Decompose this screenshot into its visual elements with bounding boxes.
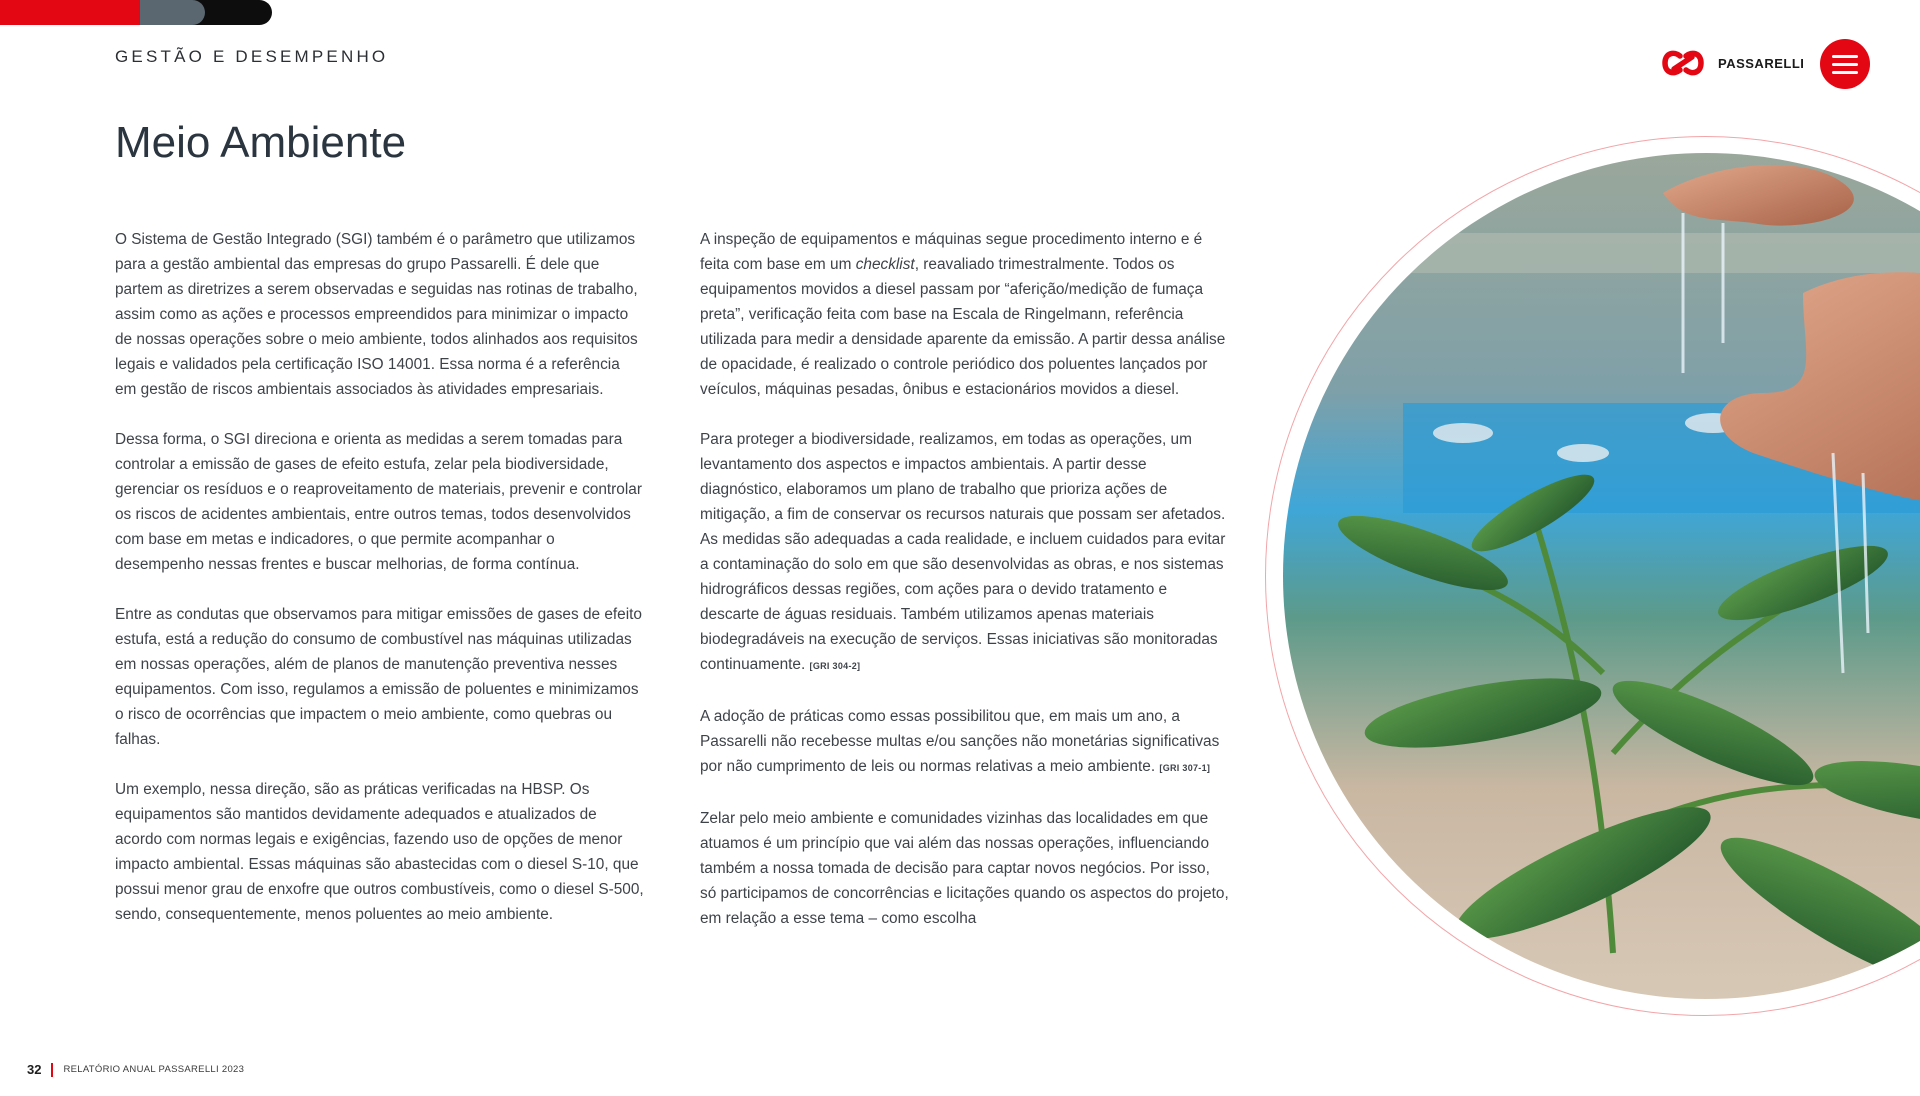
paragraph (700, 427, 1230, 679)
hamburger-menu-icon (1832, 63, 1858, 66)
paragraph: Zelar pelo meio ambiente e comunidades vizinhas das localidades em que atuamos é um princípio que vai além das nossas operações, influenciando também a nossa tomada de decisão para captar novos negócios. Por isso, só participamos de concorrências e licitações quando os aspectos do projeto, em relação a esse tema – como escolha (700, 810, 1229, 927)
hamburger-menu-icon (1832, 71, 1858, 74)
brand-logo[interactable] (1660, 47, 1804, 79)
paragraph: Dessa forma, o SGI direciona e orienta as medidas a serem tomadas para controlar a emissão de gases de efeito estufa, zelar pela biodiversidade, gerenciar os resíduos e o reaproveitamento de materiais, prevenir e controlar os riscos de acidentes ambientais, entre outros temas, todos desenvolvidos com base em metas e indicadores, o que permite acompanhar o desempenho nessas frentes e buscar melhorias, de forma contínua. (115, 431, 642, 573)
paragraph: O Sistema de Gestão Integrado (SGI) também é o parâmetro que utilizamos para a gestão ambiental das empresas do grupo Passarelli. É dele que partem as diretrizes a serem observadas e seguidas nas rotinas de trabalho, assim como as ações e processos empreendidos para minimizar o impacto de nossas operações sobre o meio ambiente, todos alinhados aos requisitos legais e validados pela certificação ISO 14001. Essa norma é a referência em gestão de riscos ambientais associados às atividades empresariais. (115, 231, 638, 398)
right-text-column (700, 227, 1230, 956)
section-label: GESTÃO E DESEMPENHO (115, 47, 389, 66)
footer-divider (51, 1063, 53, 1077)
menu-button[interactable] (1820, 39, 1870, 89)
italic-term: checklist (855, 256, 915, 273)
page-footer (27, 1062, 244, 1077)
paragraph: Um exemplo, nessa direção, são as práticas verificadas na HBSP. Os equipamentos são mantidos devidamente adequados e atualizados de acordo com normas legais e exigências, fazendo uso de opções de menor impacto ambiental. Essas máquinas são abastecidas com o diesel S-10, que possui menor grau de enxofre que outros combustíveis, como o diesel S-500, sendo, consequentemente, menos poluentes ao meio ambiente. (115, 781, 644, 923)
text-run: , reavaliado trimestralmente. Todos os equipamentos movidos a diesel passam por “aferição/medição de fumaça preta”, verificação feita com base na Escala de Ringelmann, referência utilizada para medir a densidade aparente da emissão. A partir dessa análise de opacidade, é realizado o controle periódico dos poluentes lançados por veículos, máquinas pesadas, ônibus e estacionários movidos a diesel. (700, 256, 1226, 398)
progress-segment-red (0, 0, 140, 25)
brand-name: PASSARELLI (1718, 55, 1805, 71)
text-run: A adoção de práticas como essas possibilitou que, em mais um ano, a Passarelli não recebesse multas e/ou sanções não monetárias significativas por não cumprimento de leis ou normas relativas a meio ambiente. (700, 708, 1220, 775)
report-title: RELATÓRIO ANUAL PASSARELLI 2023 (63, 1064, 245, 1075)
gri-tag: [GRI 307-1] (1159, 763, 1211, 773)
gri-tag: [GRI 304-2] (809, 661, 861, 671)
hamburger-menu-icon (1832, 55, 1858, 58)
passarelli-logo-icon (1660, 47, 1706, 79)
text-run: A inspeção de equipamentos e máquinas segue procedimento interno e é feita com base em um (700, 231, 1203, 273)
text-run: Para proteger a biodiversidade, realizamos, em todas as operações, um levantamento dos aspectos e impactos ambientais. A partir desse diagnóstico, elaboramos um plano de trabalho que prioriza ações de mitigação, a fim de conservar os recursos naturais que possam ser afetados. As medidas são adequadas a cada realidade, e incluem cuidados para evitar a contaminação do solo em que são desenvolvidas as obras, e nos sistemas hidrográficos dessas regiões, com ações para o devido tratamento e descarte de águas residuais. Também utilizamos apenas materiais biodegradáveis na execução de serviços. Essas iniciativas são monitoradas continuamente. (700, 431, 1226, 673)
paragraph (700, 704, 1230, 781)
paragraph (700, 227, 1230, 402)
page-number: 32 (27, 1062, 42, 1077)
page-title: Meio Ambiente (115, 118, 407, 167)
left-text-column (115, 227, 645, 952)
paragraph: Entre as condutas que observamos para mitigar emissões de gases de efeito estufa, está a redução do consumo de combustível nas máquinas utilizadas em nossas operações, além de planos de manutenção preventiva nesses equipamentos. Com isso, regulamos a emissão de poluentes e minimizamos o risco de ocorrências que impactem o meio ambiente, como quebras ou falhas. (115, 606, 642, 748)
